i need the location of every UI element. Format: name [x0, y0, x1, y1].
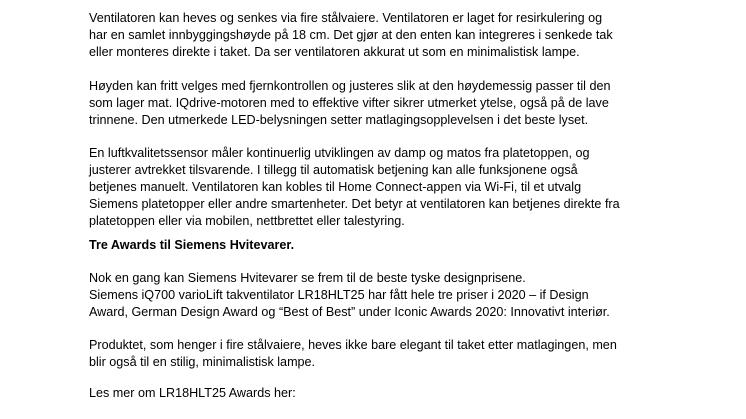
text-line: har en samlet innbyggingshøyde på 18 cm. Det gjør at den enten kan integreres i senkede tak: [89, 28, 613, 43]
text-line: betjenes manuelt. Ventilatoren kan kobles til Home Connect-appen via Wi-Fi, til et utvalg: [89, 180, 582, 195]
text-line: Award, German Design Award og “Best of Best” under Iconic Awards 2020: Innovativt interiør.: [89, 305, 610, 320]
text-line: justerer avtrekket tilsvarende. I tillegg til automatisk betjening kan alle funksjonene også: [89, 163, 578, 178]
text-line: trinnene. Den utmerkede LED-belysningen setter matlagingsopplevelsen i det beste lyset.: [89, 113, 589, 128]
paragraph-read-more: [89, 385, 729, 402]
section-heading-awards: [89, 237, 729, 254]
text-line: eller monteres direkte i taket. Da ser ventilatoren akkurat ut som en minimalistisk lampe.: [89, 45, 580, 60]
heading-text: Tre Awards til Siemens Hvitevarer.: [89, 238, 295, 252]
text-line: blir også til en stilig, minimalistisk lampe.: [89, 355, 316, 370]
paragraph-product-lamp: [89, 337, 729, 371]
paragraph-ventilator-intro: [89, 10, 729, 61]
text-line: Høyden kan fritt velges med fjernkontrollen og justeres slik at den høydemessig passer til den: [89, 79, 611, 93]
text-line: Siemens iQ700 varioLift takventilator LR18HLT25 har fått hele tre priser i 2020 – if Design: [89, 288, 589, 303]
text-line: som lager mat. IQdrive-motoren med to effektive vifter sikrer utmerket ytelse, også på de lave: [89, 96, 609, 111]
paragraph-design-awards: [89, 270, 729, 321]
paragraph-air-quality-sensor: [89, 145, 729, 230]
text-line: platetoppen eller via mobilen, nettbrettet eller talestyring.: [89, 214, 405, 229]
text-line: Produktet, som henger i fire stålvaiere, heves ikke bare elegant til taket etter matlagingen, men: [89, 338, 617, 352]
text-line: Siemens platetopper eller andre smartenheter. Det betyr at ventilatoren kan betjenes direkte fra: [89, 197, 620, 212]
text-line: En luftkvalitetssensor måler kontinuerlig utviklingen av damp og matos fra platetoppen, og: [89, 146, 590, 160]
text-line: Ventilatoren kan heves og senkes via fire stålvaiere. Ventilatoren er laget for resirkulering og: [89, 11, 603, 25]
read-more-text: Les mer om LR18HLT25 Awards her:: [89, 386, 296, 400]
paragraph-height-control: [89, 78, 729, 129]
text-line: Nok en gang kan Siemens Hvitevarer se frem til de beste tyske designprisene.: [89, 271, 526, 285]
